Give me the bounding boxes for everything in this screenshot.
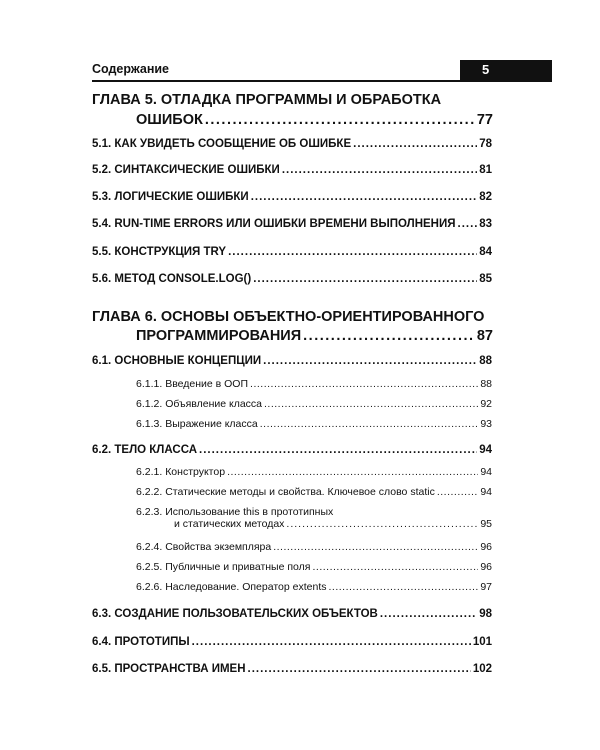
- leader-dots: [437, 486, 478, 498]
- toc-label: 5.3. ЛОГИЧЕСКИЕ ОШИБКИ: [92, 191, 249, 203]
- toc-label: 6.2.1. Конструктор: [136, 466, 226, 478]
- toc-entry-6-3[interactable]: [92, 608, 492, 620]
- toc-label: 5.4. RUN-TIME ERRORS ИЛИ ОШИБКИ ВРЕМЕНИ ВЫПОЛНЕНИЯ: [92, 218, 456, 230]
- toc-entry-5-3[interactable]: [92, 191, 492, 203]
- toc-entry-6-2-6[interactable]: [136, 581, 492, 593]
- leader-dots: [312, 561, 478, 573]
- leader-dots: [282, 164, 477, 176]
- chapter-5-title-line2: [136, 112, 493, 128]
- leader-dots: [253, 273, 477, 285]
- leader-dots: [205, 112, 475, 128]
- toc-page: 93: [480, 418, 492, 430]
- toc-label: 5.2. СИНТАКСИЧЕСКИЕ ОШИБКИ: [92, 164, 280, 176]
- toc-label-line2: и статических методах: [174, 518, 285, 530]
- leader-dots: [199, 444, 477, 456]
- toc-page: 101: [472, 636, 492, 648]
- toc-entry-6-2-1[interactable]: [136, 466, 492, 478]
- toc-page: 83: [479, 218, 492, 230]
- toc-page: 88: [480, 378, 492, 390]
- toc-label: 6.2.5. Публичные и приватные поля: [136, 561, 311, 573]
- toc-entry-6-1-3[interactable]: [136, 418, 492, 430]
- toc-page: 98: [479, 608, 492, 620]
- toc-entry-5-1[interactable]: [92, 138, 492, 150]
- toc-page: 102: [472, 663, 492, 675]
- chapter-6-title-line2: [136, 328, 493, 344]
- toc-label: 6.4. ПРОТОТИПЫ: [92, 636, 190, 648]
- toc-page: 96: [480, 561, 492, 573]
- toc-page: 78: [479, 138, 492, 150]
- toc-label: 5.5. КОНСТРУКЦИЯ TRY: [92, 246, 227, 258]
- toc-entry-6-1[interactable]: [92, 355, 492, 367]
- toc-label: 6.1.1. Введение в ООП: [136, 378, 249, 390]
- running-header: [92, 60, 552, 82]
- leader-dots: [251, 191, 478, 203]
- chapter-6-title-line1: ГЛАВА 6. ОСНОВЫ ОБЪЕКТНО-ОРИЕНТИРОВАННОГО: [92, 309, 485, 325]
- toc-entry-5-6[interactable]: [92, 273, 492, 285]
- toc-entry-5-4[interactable]: [92, 218, 492, 230]
- toc-page: 94: [480, 466, 492, 478]
- toc-label: 6.2.6. Наследование. Оператор extents: [136, 581, 327, 593]
- toc-page: 84: [479, 246, 492, 258]
- leader-dots: [273, 541, 478, 553]
- toc-label: 6.2.4. Свойства экземпляра: [136, 541, 272, 553]
- chapter-5-title-line1: ГЛАВА 5. ОТЛАДКА ПРОГРАММЫ И ОБРАБОТКА: [92, 92, 442, 108]
- toc-label: 5.6. МЕТОД CONSOLE.LOG(): [92, 273, 252, 285]
- toc-entry-6-2-4[interactable]: [136, 541, 492, 553]
- leader-dots: [328, 581, 478, 593]
- leader-dots: [248, 663, 471, 675]
- toc-entry-6-2-5[interactable]: [136, 561, 492, 573]
- chapter-6-title-cont: ПРОГРАММИРОВАНИЯ: [136, 328, 302, 344]
- toc-label: 5.1. КАК УВИДЕТЬ СООБЩЕНИЕ ОБ ОШИБКЕ: [92, 138, 352, 150]
- toc-entry-6-1-2[interactable]: [136, 398, 492, 410]
- leader-dots: [263, 355, 477, 367]
- toc-label: 6.1.2. Объявление класса: [136, 398, 263, 410]
- toc-label: 6.1.3. Выражение класса: [136, 418, 258, 430]
- toc-page: 95: [480, 518, 492, 530]
- toc-page: 94: [479, 444, 492, 456]
- leader-dots: [227, 466, 478, 478]
- leader-dots: [264, 398, 478, 410]
- toc-label: 6.5. ПРОСТРАНСТВА ИМЕН: [92, 663, 246, 675]
- chapter-5-page: 77: [476, 112, 493, 128]
- header-title: Содержание: [92, 62, 170, 76]
- leader-dots: [192, 636, 471, 648]
- toc-label: 6.1. ОСНОВНЫЕ КОНЦЕПЦИИ: [92, 355, 262, 367]
- chapter-6-page: 87: [476, 328, 493, 344]
- toc-entry-6-2[interactable]: [92, 444, 492, 456]
- chapter-5-title-cont: ОШИБОК: [136, 112, 203, 128]
- toc-page: 85: [479, 273, 492, 285]
- toc-page: 94: [480, 486, 492, 498]
- toc-label-line1: 6.2.3. Использование this в прототипных: [136, 506, 334, 518]
- leader-dots: [286, 518, 478, 530]
- toc-label: 6.2. ТЕЛО КЛАССА: [92, 444, 198, 456]
- toc-entry-6-4[interactable]: [92, 636, 492, 648]
- toc-page: 96: [480, 541, 492, 553]
- toc-label: 6.2.2. Статические методы и свойства. Ключевое слово static: [136, 486, 435, 498]
- leader-dots: [228, 246, 477, 258]
- toc-page: 81: [479, 164, 492, 176]
- leader-dots: [353, 138, 477, 150]
- toc-page: 88: [479, 355, 492, 367]
- toc-entry-5-5[interactable]: [92, 246, 492, 258]
- leader-dots: [303, 328, 475, 344]
- toc-entry-6-2-3[interactable]: [136, 506, 492, 530]
- toc-entry-6-5[interactable]: [92, 663, 492, 675]
- toc-entry-6-1-1[interactable]: [136, 378, 492, 390]
- toc-page: 92: [480, 398, 492, 410]
- leader-dots: [250, 378, 478, 390]
- toc-entry-5-2[interactable]: [92, 164, 492, 176]
- leader-dots: [260, 418, 479, 430]
- leader-dots: [458, 218, 478, 230]
- toc-entry-6-2-2[interactable]: [136, 486, 492, 498]
- toc-page: 97: [480, 581, 492, 593]
- toc-page: 82: [479, 191, 492, 203]
- header-page-number: 5: [460, 60, 552, 80]
- toc-label: 6.3. СОЗДАНИЕ ПОЛЬЗОВАТЕЛЬСКИХ ОБЪЕКТОВ: [92, 608, 378, 620]
- leader-dots: [380, 608, 477, 620]
